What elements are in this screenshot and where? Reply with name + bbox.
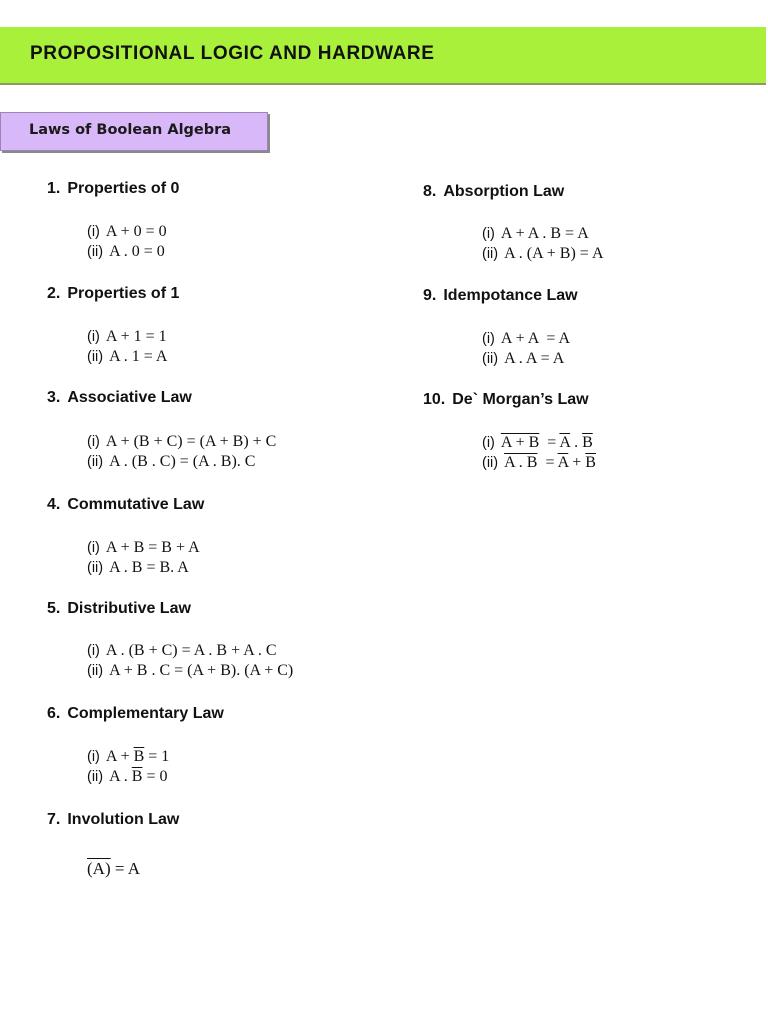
equation: (ii) A . 0 = 0 (87, 243, 165, 260)
equation: (ii) A . 1 = A (87, 348, 168, 365)
equation: (i) A + A . B = A (482, 225, 589, 242)
law-heading: 1. Properties of 0 (47, 180, 180, 197)
equation: (i) $A + \overline{B} = 1$ (87, 748, 170, 765)
section-heading-box (0, 112, 268, 151)
equation: (ii) A . $\overline{B} = 0$ (87, 768, 168, 785)
title-banner (0, 27, 766, 85)
equation: (A) = A (87, 859, 141, 878)
equation: (ii) A + B . C = (A + B). (A + C) (87, 662, 294, 679)
section-title: Laws of Boolean Algebra (29, 122, 232, 138)
law-heading: 7. Involution Law (47, 811, 180, 828)
law-heading: 4. Commutative Law (47, 496, 205, 513)
equation: (ii) A . (B . C) = (A . B). C (87, 453, 256, 470)
equation: (i) A . (B + C) = A . B + A . C (87, 642, 277, 659)
equation: (i) A + 1 = 1 (87, 328, 167, 345)
law-heading: 5. Distributive Law (47, 600, 191, 617)
equation: (ii) A . (A + B) = A (482, 245, 604, 262)
equation: (i) $A + B = \overline{A}$ . $\overline{B}$ (482, 434, 593, 451)
law-heading: 9. Idempotance Law (423, 287, 578, 304)
law-heading: 3. Associative Law (47, 389, 192, 406)
law-heading: 2. Properties of 1 (47, 285, 180, 302)
equation: (i) A + B = B + A (87, 539, 200, 556)
equation: (ii) A . A = A (482, 350, 565, 367)
equation: (i) A + A = A (482, 330, 571, 347)
equation: (ii) A . $B = \overline{A} + \overline{B}$ (482, 454, 596, 471)
equation: (i) A + 0 = 0 (87, 223, 167, 240)
equation: (ii) A . B = B. A (87, 559, 189, 576)
equation: (i) A + (B + C) = (A + B) + C (87, 433, 277, 450)
law-heading: 8. Absorption Law (423, 183, 565, 200)
page-title: PROPOSITIONAL LOGIC AND HARDWARE (30, 43, 435, 64)
law-heading: 6. Complementary Law (47, 705, 224, 722)
law-heading: 10. De` Morgan’s Law (423, 391, 589, 408)
